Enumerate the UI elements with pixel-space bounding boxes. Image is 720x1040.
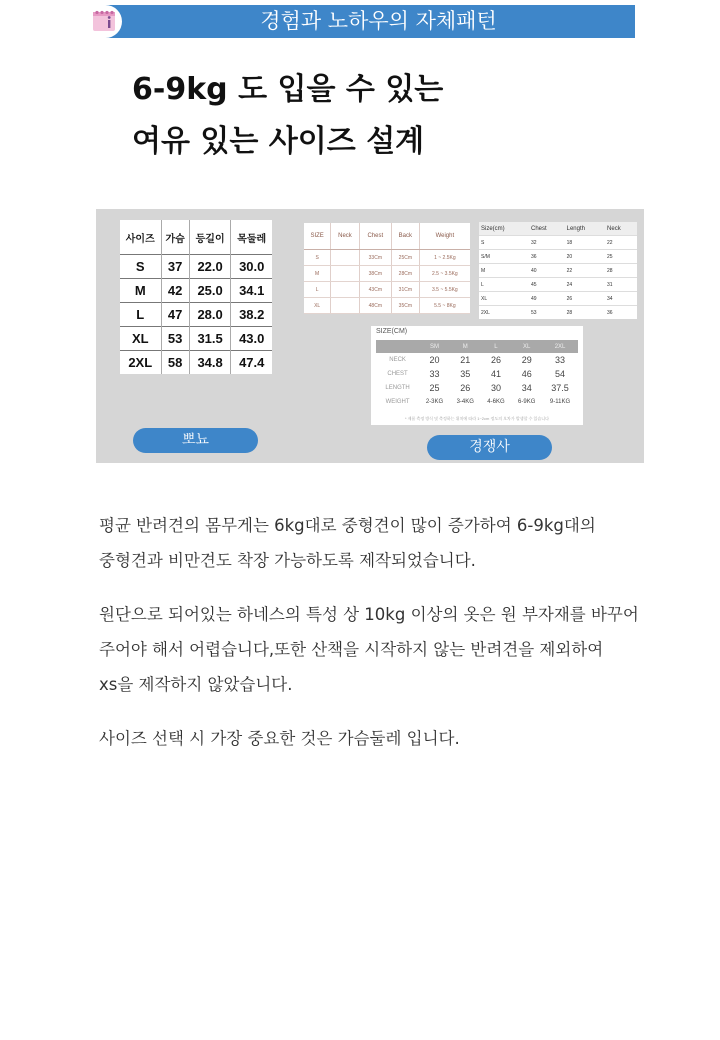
table-row: [304, 266, 470, 282]
table-row: [304, 250, 470, 266]
table-cell: XL: [120, 327, 161, 351]
table-header: Chest: [529, 222, 565, 236]
table-row: [120, 279, 272, 303]
table-cell: 38.2: [231, 303, 272, 327]
banner-title: 경험과 노하우의 자체패턴: [260, 9, 497, 33]
table-cell: 37.5: [551, 383, 569, 393]
table-cell: XL: [479, 292, 529, 306]
table-cell: [331, 250, 359, 266]
table-cell: 38Cm: [359, 266, 391, 282]
table-header: L: [481, 340, 512, 353]
table-cell: 34: [521, 383, 532, 393]
table-row: [479, 250, 637, 264]
paragraph-line: xs을 제작하지 않았습니다.: [99, 675, 293, 694]
table-header: Chest: [359, 223, 391, 250]
paragraph-line: 중형견과 비만견도 착장 가능하도록 제작되었습니다.: [99, 551, 476, 570]
table-cell: S: [120, 255, 161, 279]
table-header: M: [450, 340, 481, 353]
table-cell: 36: [529, 250, 565, 264]
table-cell: 24: [565, 278, 605, 292]
table-cell: [331, 282, 359, 298]
table-cell: 22: [565, 264, 605, 278]
table-cell: 28Cm: [391, 266, 419, 282]
table-cell: 32: [529, 236, 565, 250]
headline-line-2: 여유 있는 사이즈 설계: [132, 124, 425, 159]
table-cell: 37: [161, 255, 189, 279]
table-cell: S/M: [479, 250, 529, 264]
row-label: NECK: [389, 357, 406, 363]
paragraph-line: 사이즈 선택 시 가장 중요한 것은 가슴둘레 입니다.: [99, 729, 460, 748]
table-header: 사이즈: [125, 233, 155, 245]
table-header: Back: [391, 223, 419, 250]
table-header: Size(cm): [479, 222, 529, 236]
table-cell: 1 ~ 2.5Kg: [419, 250, 470, 266]
table-cell: 28: [565, 306, 605, 320]
table-cell: 49: [529, 292, 565, 306]
table-cell: 35Cm: [391, 298, 419, 314]
paragraph-average-weight: [99, 508, 679, 578]
table-cell: 58: [161, 351, 189, 375]
table-cell: 25.0: [189, 279, 231, 303]
table-cell: 41: [490, 369, 501, 379]
table-cell: 2XL: [479, 306, 529, 320]
title-banner: [86, 5, 635, 38]
table-cell: 31: [605, 278, 637, 292]
table-cell: 30.0: [231, 255, 272, 279]
row-label: WEIGHT: [385, 399, 410, 405]
table-cell: 25: [605, 250, 637, 264]
table-cell: 20: [565, 250, 605, 264]
table-cell: 21: [460, 355, 471, 365]
table-cell: [331, 266, 359, 282]
table-cell: 34.1: [231, 279, 272, 303]
table-header: XL: [511, 340, 542, 353]
table-cell: [331, 298, 359, 314]
table-cell: 43Cm: [359, 282, 391, 298]
table-row: [304, 298, 470, 314]
table-cell: 2-3KG: [425, 399, 444, 405]
table-cell: 47: [161, 303, 189, 327]
table-header: [376, 340, 419, 353]
table-cell: 28.0: [189, 303, 231, 327]
table-header: Neck: [605, 222, 637, 236]
table-cell: L: [120, 303, 161, 327]
table-header: 2XL: [542, 340, 578, 353]
table-cell: S: [479, 236, 529, 250]
table-cell: 45: [529, 278, 565, 292]
size-table: [376, 340, 578, 409]
table-cell: 33Cm: [359, 250, 391, 266]
table-cell: 26: [565, 292, 605, 306]
table-cell: 28: [605, 264, 637, 278]
our-size-table: [120, 220, 272, 374]
table-row: [120, 303, 272, 327]
table-cell: 9-11KG: [549, 399, 571, 405]
table-cell: 53: [529, 306, 565, 320]
table-row: [120, 255, 272, 279]
table-cell: 31.5: [189, 327, 231, 351]
table-row: [479, 278, 637, 292]
table-cell: 36: [605, 306, 637, 320]
table-header: 등길이: [189, 220, 231, 255]
paragraph-line: 원단으로 되어있는 하네스의 특성 상 10kg 이상의 옷은 원 부자재를 바꾸어: [99, 605, 639, 624]
table-row: [120, 327, 272, 351]
row-label: LENGTH: [385, 385, 410, 391]
table-footnote: * 제품 측정 방식 및 측정하는 위치에 따라 1~2cm 정도의 오차가 발생할 수 있습니다: [404, 416, 550, 421]
table-row: [376, 381, 578, 395]
competitor-size-table-3: [371, 326, 583, 425]
table-cell: S: [304, 250, 331, 266]
table-header: Neck: [331, 223, 359, 250]
table-row: [479, 264, 637, 278]
row-label: CHEST: [387, 371, 408, 377]
table-cell: M: [479, 264, 529, 278]
table-caption: SIZE(CM): [376, 328, 408, 335]
table-header: SM: [419, 340, 450, 353]
table-cell: 42: [161, 279, 189, 303]
notebook-icon: [86, 5, 122, 38]
table-cell: 4-6KG: [487, 399, 505, 405]
table-cell: 43.0: [231, 327, 272, 351]
paragraph-size-tip: [99, 721, 679, 756]
table-cell: 33: [555, 355, 566, 365]
paragraph-harness-note: [99, 597, 679, 702]
table-cell: 20: [429, 355, 440, 365]
table-cell: 31Cm: [391, 282, 419, 298]
table-cell: 18: [565, 236, 605, 250]
our-brand-label: 뽀뇨: [133, 428, 258, 453]
table-cell: 30: [490, 383, 501, 393]
table-header: Length: [565, 222, 605, 236]
table-cell: 33: [429, 369, 440, 379]
table-cell: 22: [605, 236, 637, 250]
table-cell: 26: [460, 383, 471, 393]
table-cell: 22.0: [189, 255, 231, 279]
table-cell: 25: [429, 383, 440, 393]
table-row: [120, 351, 272, 375]
table-cell: 5.5 ~ 8Kg: [419, 298, 470, 314]
table-cell: 34.8: [189, 351, 231, 375]
table-row: [304, 282, 470, 298]
competitor-size-table-2: [479, 222, 637, 319]
table-cell: 40: [529, 264, 565, 278]
competitor-size-table-1: [304, 223, 470, 314]
table-cell: 26: [490, 355, 501, 365]
table-cell: 2XL: [120, 351, 161, 375]
table-row: [479, 292, 637, 306]
table-row: [376, 353, 578, 367]
paragraph-line: 평균 반려견의 몸무게는 6kg대로 중형견이 많이 증가하여 6-9kg대의: [99, 516, 596, 535]
table-cell: 34: [605, 292, 637, 306]
table-row: [376, 395, 578, 409]
table-cell: L: [479, 278, 529, 292]
table-cell: 3-4KG: [456, 399, 474, 405]
table-cell: 25Cm: [391, 250, 419, 266]
table-cell: XL: [304, 298, 331, 314]
table-header: Weight: [419, 223, 470, 250]
table-row: [479, 306, 637, 320]
table-header: SIZE: [304, 223, 331, 250]
table-cell: 46: [521, 369, 532, 379]
table-cell: 53: [161, 327, 189, 351]
table-row: [479, 236, 637, 250]
table-cell: 29: [521, 355, 532, 365]
table-row: [376, 367, 578, 381]
table-cell: M: [120, 279, 161, 303]
table-cell: L: [304, 282, 331, 298]
table-header: 가슴: [161, 220, 189, 255]
table-cell: 3.5 ~ 5.5Kg: [419, 282, 470, 298]
table-cell: 47.4: [231, 351, 272, 375]
table-cell: 54: [555, 369, 566, 379]
table-header: 목둘레: [231, 220, 272, 255]
table-cell: M: [304, 266, 331, 282]
headline: [132, 64, 443, 168]
table-cell: 2.5 ~ 3.5Kg: [419, 266, 470, 282]
table-cell: 48Cm: [359, 298, 391, 314]
paragraph-line: 주어야 해서 어렵습니다,또한 산책을 시작하지 않는 반려견을 제외하여: [99, 640, 604, 659]
headline-line-1: 6-9kg 도 입을 수 있는: [132, 72, 444, 107]
table-cell: 6-9KG: [518, 399, 536, 405]
table-cell: 35: [460, 369, 471, 379]
competitor-label: 경쟁사: [427, 435, 552, 460]
